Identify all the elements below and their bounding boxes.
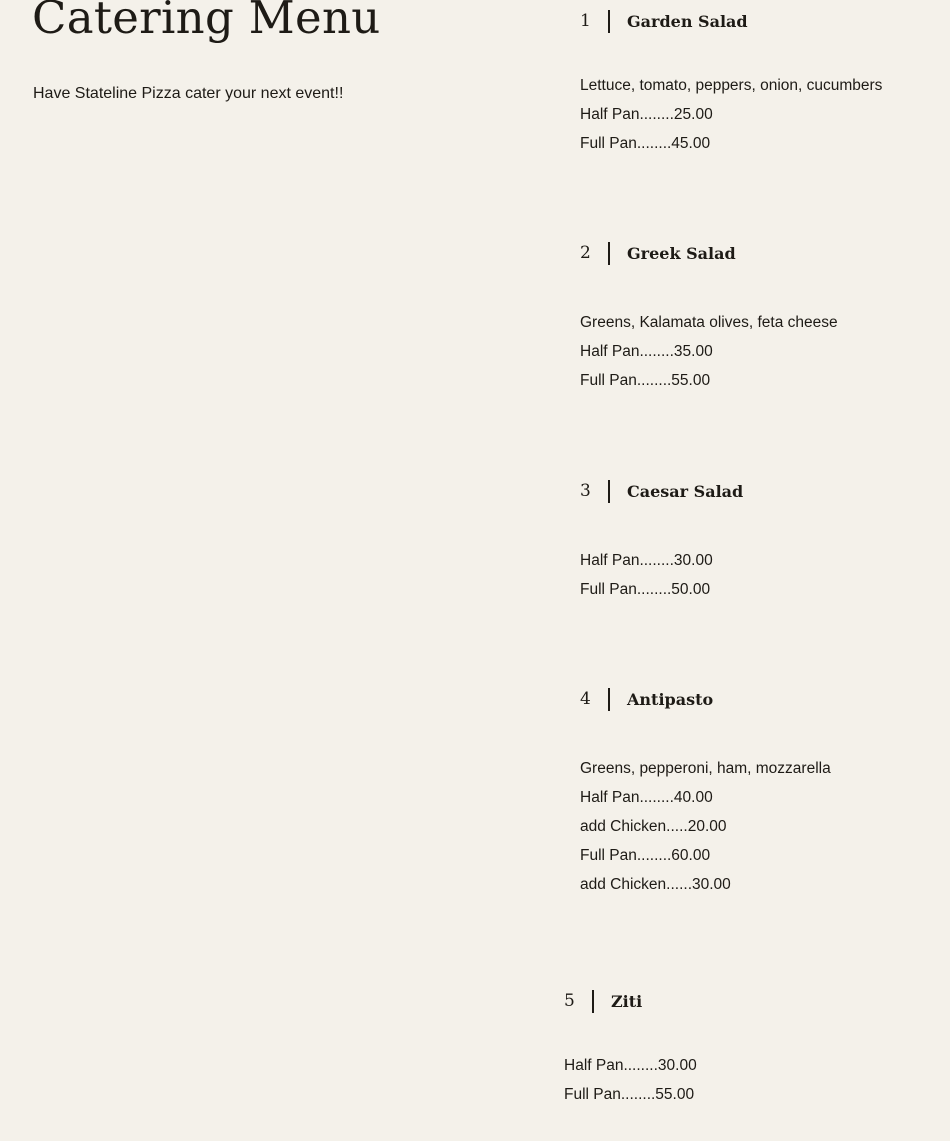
menu-item-number: 5 <box>564 991 575 1011</box>
menu-item-name: Caesar Salad <box>627 482 744 501</box>
menu-item-header <box>580 480 950 510</box>
menu-item-price-line: Half Pan........40.00 <box>580 789 713 806</box>
menu-item-price-line: Full Pan........55.00 <box>564 1086 695 1103</box>
menu-item-header <box>580 688 950 718</box>
menu-item-details <box>580 546 713 604</box>
menu-item-price-line: Half Pan........30.00 <box>580 552 713 569</box>
menu-item-name: Garden Salad <box>627 12 748 31</box>
menu-item-greek-salad <box>580 242 950 389</box>
menu-item-header <box>564 990 944 1020</box>
menu-item-price-line: Full Pan........50.00 <box>580 581 711 598</box>
menu-item-price-line: Half Pan........30.00 <box>564 1057 697 1074</box>
menu-item-number: 3 <box>580 481 591 501</box>
menu-item-price-line: add Chicken.....20.00 <box>580 818 727 835</box>
menu-item-number: 2 <box>580 243 591 263</box>
menu-item-price-line: Half Pan........35.00 <box>580 343 713 360</box>
menu-item-divider <box>592 990 594 1013</box>
menu-item-details <box>580 754 831 899</box>
page-title: Catering Menu <box>32 0 381 44</box>
menu-item-description: Lettuce, tomato, peppers, onion, cucumbers <box>580 77 883 94</box>
menu-item-ziti <box>564 990 944 1103</box>
menu-item-details <box>580 308 838 395</box>
menu-item-description: Greens, pepperoni, ham, mozzarella <box>580 760 831 777</box>
menu-item-price-line: Full Pan........45.00 <box>580 135 711 152</box>
menu-item-caesar-salad <box>580 480 950 598</box>
menu-item-price-line: Full Pan........60.00 <box>580 847 711 864</box>
menu-item-header <box>580 10 950 40</box>
menu-item-divider <box>608 10 610 33</box>
menu-item-header <box>580 242 950 272</box>
menu-item-antipasto <box>580 688 950 893</box>
menu-item-name: Ziti <box>611 992 643 1011</box>
menu-item-garden-salad <box>580 10 950 152</box>
menu-item-number: 1 <box>580 11 591 31</box>
menu-item-description: Greens, Kalamata olives, feta cheese <box>580 314 838 331</box>
menu-item-divider <box>608 688 610 711</box>
menu-item-divider <box>608 242 610 265</box>
menu-item-details <box>580 71 882 158</box>
menu-item-number: 4 <box>580 689 591 709</box>
menu-item-price-line: Full Pan........55.00 <box>580 372 711 389</box>
menu-item-divider <box>608 480 610 503</box>
menu-item-name: Antipasto <box>627 690 714 709</box>
menu-item-details <box>564 1051 697 1109</box>
menu-item-price-line: Half Pan........25.00 <box>580 106 713 123</box>
menu-item-name: Greek Salad <box>627 244 736 263</box>
page-tagline: Have Stateline Pizza cater your next event!! <box>33 85 344 102</box>
menu-item-price-line: add Chicken......30.00 <box>580 876 731 893</box>
